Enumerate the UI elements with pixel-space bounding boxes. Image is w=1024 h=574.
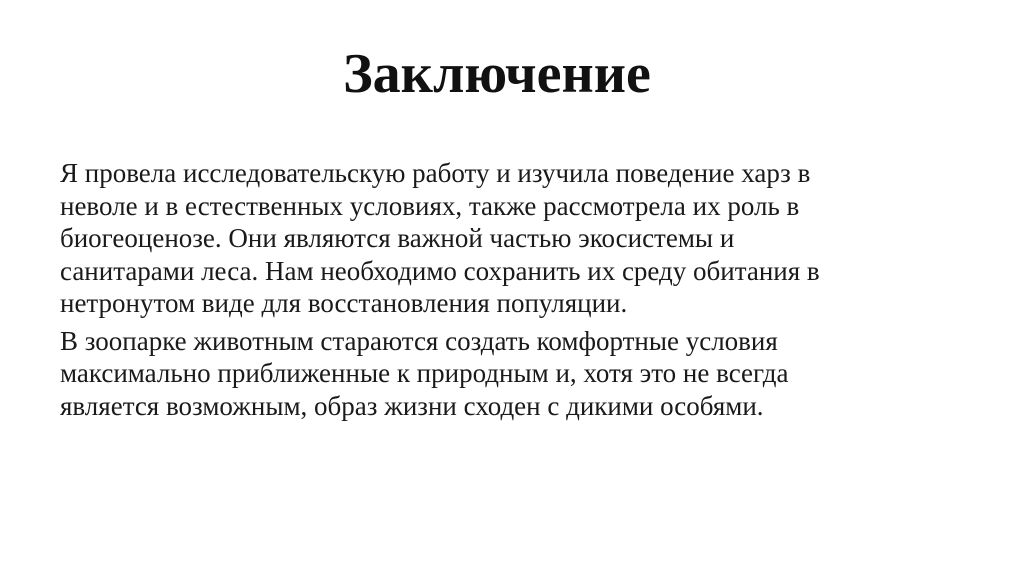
slide-title: Заключение	[343, 43, 651, 105]
paragraph-1-line-2: неволе и в естественных условиях, также рассмотрела их роль в	[60, 190, 800, 221]
paragraph-2-line-2: максимально приближенные к природным и, хотя это не всегда	[60, 358, 789, 388]
paragraph-1-line-1: Я провела исследовательскую работу и изучила поведение харз в	[60, 158, 811, 188]
slide-body	[60, 157, 920, 427]
paragraph-1	[60, 157, 920, 320]
paragraph-2	[60, 325, 920, 423]
paragraph-1-line-3: биогеоценозе. Они являются важной частью экосистемы и	[60, 223, 735, 253]
paragraph-1-line-4: санитарами леса. Нам необходимо сохранить их среду обитания в	[60, 255, 820, 286]
paragraph-2-line-3: является возможным, образ жизни сходен с дикими особями.	[60, 390, 764, 421]
paragraph-1-line-5: нетронутом виде для восстановления популяции.	[60, 288, 628, 318]
paragraph-2-line-1: В зоопарке животным стараются создать комфортные условия	[60, 325, 778, 356]
